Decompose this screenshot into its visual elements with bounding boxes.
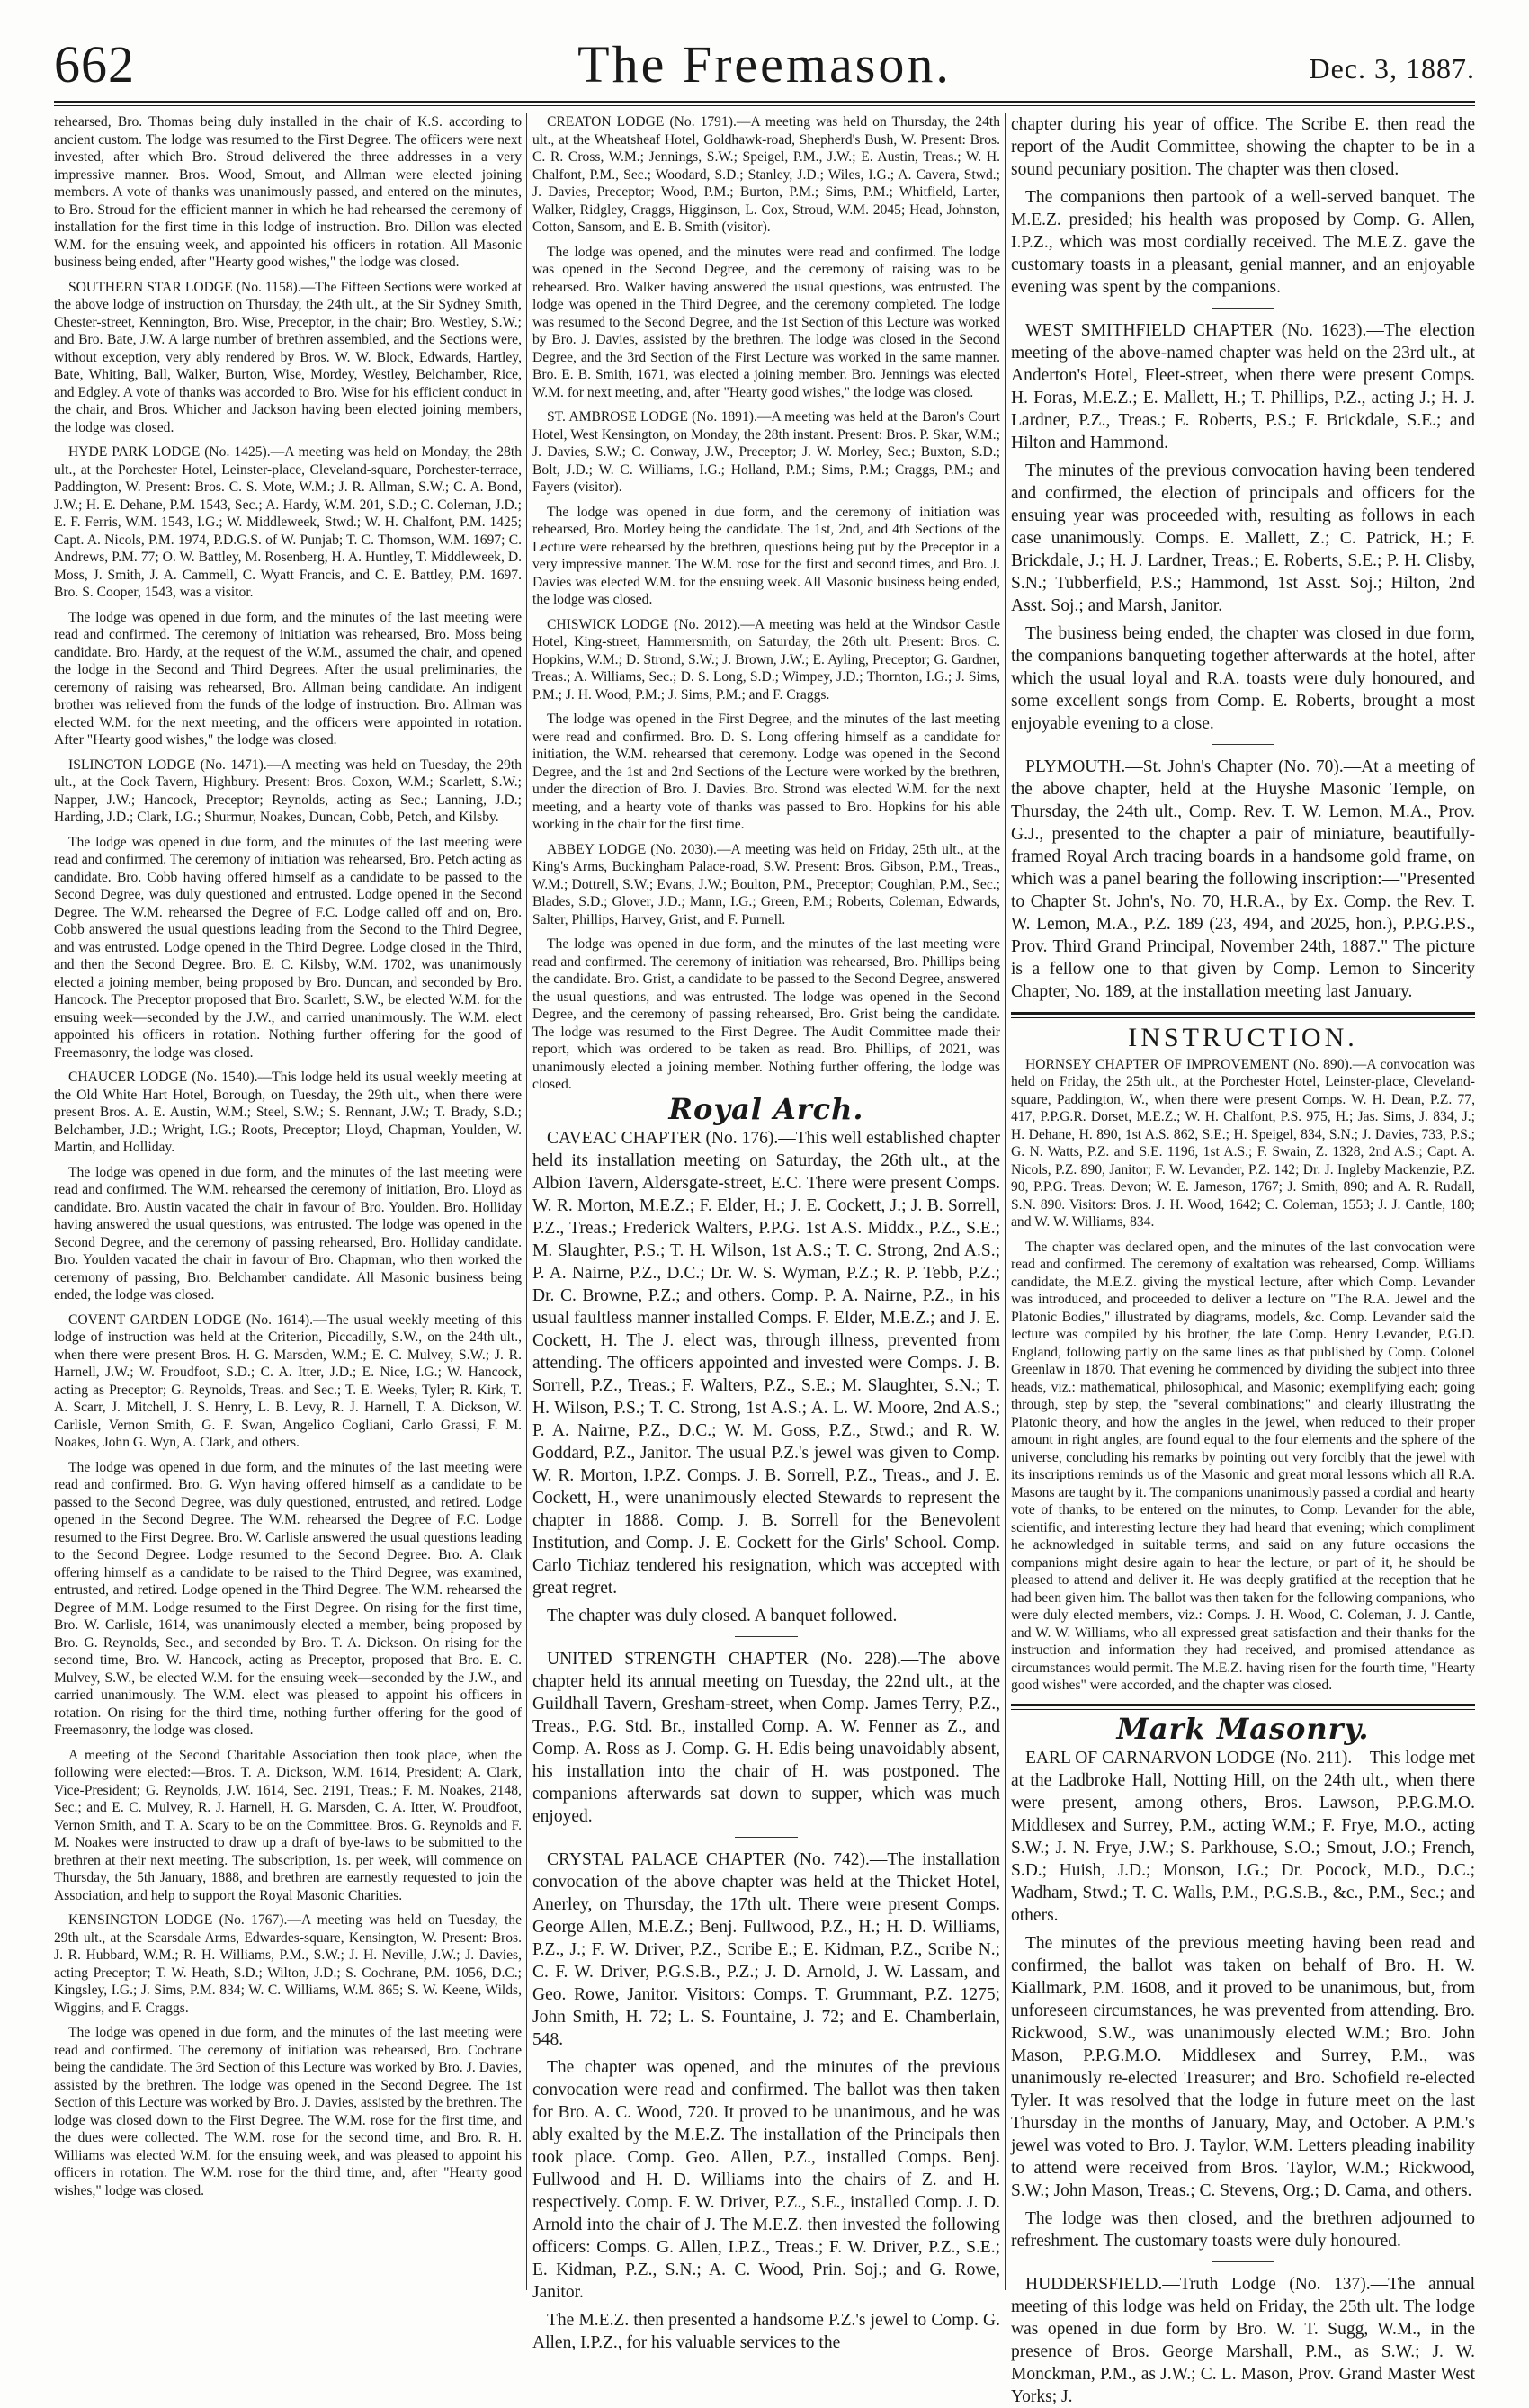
article-paragraph: SOUTHERN STAR LODGE (No. 1158).—The Fifteen Sections were worked at the above lodge of instruction on Thursday, the 24th ult., at the Sir Sydney Smith, Chester-street, Kennington, Bro. Wise, Preceptor, in the chair; Bro. Westley, S.W.; and Bro. Bate, J.W. A large number of brethren assembled, and the Sections were, without exception, very ably rendered by Bros. W. W. Block, Edwards, Hartley, Bate, Whiting, Ball, Walker, Burton, Wise, Mordey, Westley, Belchamber, Rice, and Edgley. A vote of thanks was accorded to Bro. Wise for his efficient conduct in the chair, and Bros. Whicher and Jackson having been elected joining members, the lodge was closed. — [54, 279, 522, 435]
article-paragraph: The lodge was opened in due form, and the minutes of the last meeting were read and confirmed. Bro. G. Wyn having offered himself as a candidate to be passed to the Second Degree, was duly questioned, entrusted, and retired. Lodge opened in the Second Degree. The W.M. rehearsed the Degree of F.C. Lodge resumed to the First Degree. Bro. W. Carlisle answered the usual questions leading to the Second Degree. Lodge resumed to the Second Degree. Bro. A. Clark offering himself as a candidate to be raised to the Third Degree, was examined, entrusted, and retired. Lodge opened in the Third Degree. The W.M. rehearsed the Degree of M.M. Lodge resumed to the First Degree. On rising for the first time, Bro. W. Carlisle, 1614, was unanimously elected a member, being proposed by Bro. G. Reynolds, Sec., and seconded by Bro. T. A. Dickson. On rising for the second time, Bro. W. Hancock, acting as Preceptor, proposed that Bro. E. C. Mulvey, S.W., be elected W.M. for the ensuing week—seconded by the J.W., and carried unanimously. The W.M. elect was pleased to appoint his officers in rotation. On rising for the third time, nothing further offering for the good of Freemasonry, the lodge was closed. — [54, 1459, 522, 1738]
mark-masonry-section — [1011, 1747, 1475, 2408]
article-paragraph: KENSINGTON LODGE (No. 1767).—A meeting was held on Tuesday, the 29th ult., at the Scarsdale Arms, Edwardes-square, Kensington, W. Present: Bros. J. R. Hubbard, W.M.; R. H. Williams, P.M., S.W.; J. H. Neville, J.W.; J. Davies, acting Preceptor; T. W. Heath, S.D.; Wilton, J.D.; S. Cochrane, P.M. 1056, D.C.; Kingsley, I.G.; J. Sims, P.M. 834; W. C. Williams, W.M. 865; S. W. Keene, Wilds, Wiggins, and F. Craggs. — [54, 1912, 522, 2016]
section-heading-royal-arch: Royal Arch. — [668, 1091, 864, 1126]
article-paragraph: ISLINGTON LODGE (No. 1471).—A meeting was held on Tuesday, the 29th ult., at the Cock Tavern, Highbury. Present: Bros. Coxon, W.M.; Scarlett, S.W.; Napper, J.W.; Hancock, Preceptor; Reynolds, acting as Sec.; Lanning, J.D.; Harding, J.D.; Clark, I.G.; Shurmur, Noakes, Duncan, Cobb, Petch, and Kilsby. — [54, 756, 522, 825]
article-paragraph: The lodge was opened in due form, and the minutes of the last meeting were read and confirmed. The ceremony of initiation was rehearsed, Bro. Petch acting as candidate. Bro. Cobb having offered himself as a candidate to be passed to the Second Degree, was duly questioned and entrusted. Lodge opened in the Second Degree. The W.M. rehearsed the Degree of F.C. Lodge called off and on, Bro. Cobb answered the usual questions leading from the Second to the Third Degree, and was entrusted. Lodge opened in the Third Degree. Lodge closed in the Third, and then the Second Degree. Bro. E. C. Kilsby, W.M. 1702, was unanimously elected a joining member, being proposed by Bro. Duncan, and seconded by Bro. Hancock. The Preceptor proposed that Bro. Scarlett, S.W., be elected W.M. for the ensuing week—seconded by the J.W., and carried unanimously. The W.M. elect appointed his officers in rotation. Nothing further offering for the good of Freemasonry, the lodge was closed. — [54, 834, 522, 1061]
section-heading-instruction: INSTRUCTION. — [1128, 1023, 1358, 1052]
article-paragraph: HORNSEY CHAPTER OF IMPROVEMENT (No. 890).—A convocation was held on Friday, the 25th ult., at the Porchester Hotel, Leinster-place, Cleveland-square, Paddington, W., when there were present Comps. W. H. Dean, P.Z. 77, 417, P.P.G.R. Dorset, M.E.Z.; W. H. Chalfont, P.S. 975, H.; Jas. Sims, J. 834, J.; H. Dehane, H. 890, 1st A.S. 862, S.E.; H. Speigel, 834, S.N.; J. Davies, 733, P.S.; G. N. Watts, P.Z. and S.E. 1196, 1st A.S.; F. Swain, Z. 1328, 2nd A.S.; Capt. A. Nicols, P.Z. 890, Janitor; F. W. Levander, P.Z. 142; Dr. J. Ingleby Mackenzie, P.Z. 90, P.P.G. Treas. Devon; W. E. Jameson, 1767; J. Smith, 890; and A. R. Rudall, S.N. 890. Visitors: Bros. J. H. Wood, 1642; C. Coleman, 1553; J. J. Cantle, 180; and W. W. Williams, 834. — [1011, 1056, 1475, 1230]
column-1 — [54, 113, 522, 2290]
column-2 — [532, 113, 1000, 2352]
paper-title: The Freemason. — [577, 35, 952, 94]
article-paragraph: chapter during his year of office. The Scribe E. then read the report of the Audit Committee, showing the chapter to be in a sound pecuniary position. The chapter was then closed. — [1011, 115, 1475, 179]
masthead — [54, 0, 1475, 101]
article-paragraph: The business being ended, the chapter was closed in due form, the companions banqueting together afterwards at the hotel, after which the usual loyal and R.A. toasts were duly honoured, and some excellent songs from Comp. E. Roberts, brought a most enjoyable evening to a close. — [1011, 624, 1475, 733]
article-divider — [735, 1837, 798, 1838]
article-paragraph: EARL OF CARNARVON LODGE (No. 211).—This lodge met at the Ladbroke Hall, Notting Hill, on the 24th ult., when there were present, among others, Bros. Lawson, P.P.G.M.O. Middlesex and Surrey, P.M., acting W.M.; F. Frye, M.O., acting S.W.; J. N. Frye, J.W.; S. Parkhouse, S.O.; Smout, J.O.; French, S.D.; Huish, J.D.; Monson, I.G.; Dr. Pocock, M.D., D.C.; Wadham, Stwd.; T. C. Walls, P.M., P.G.S.B., &c., P.M., Sec.; and others. — [1011, 1749, 1475, 1925]
article-paragraph: The chapter was opened, and the minutes of the previous convocation were read and confirmed. The ballot was then taken for Bro. A. C. Wood, 720. It proved to be unanimous, and he was ably exalted by the M.E.Z. The installation of the Principals then took place. Comp. Geo. Allen, P.Z., installed Comps. Benj. Fullwood and H. D. Williams into the chairs of Z. and H. respectively. Comp. F. W. Driver, P.Z., S.E., installed Comp. J. D. Arnold into the chair of J. The M.E.Z. then invested the following officers: Comps. G. Allen, I.P.Z., Treas.; F. W. Driver, P.Z., S.E.; E. Kidman, P.Z., S.N.; A. C. Wood, Prin. Soj.; and G. Rowe, Janitor. — [532, 2058, 1000, 2302]
article-paragraph: CREATON LODGE (No. 1791).—A meeting was held on Thursday, the 24th ult., at the Wheatsheaf Hotel, Goldhawk-road, Shepherd's Bush, W. Present: Bros. C. R. Cross, W.M.; Jennings, S.W.; Speigel, P.M., J.W.; E. Austin, Treas.; W. H. Chalfont, P.M., Sec.; Woodard, S.D.; Stanley, J.D.; Wiles, I.G.; A. Cavera, Stwd.; J. Davies, Preceptor; Wood, P.M.; Burton, P.M.; Sims, P.M.; Whitfield, Larter, Walker, Ridgley, Craggs, Higginson, L. Cox, Stroud, W.M. 2045; Head, Johnston, Cotton, Sansom, and E. B. Smith (visitor). — [532, 114, 1000, 235]
article-divider — [1212, 308, 1274, 309]
article-paragraph: rehearsed, Bro. Thomas being duly installed in the chair of K.S. according to ancient custom. The lodge was resumed to the First Degree. The officers were next invested, after which Bro. Stroud delivered the three addresses in a very impressive manner. Bros. Wood, Smout, and Allman were elected joining members. A vote of thanks was unanimously passed, and entered on the minutes, to Bro. Stroud for the efficient manner in which he had rehearsed the ceremony of installation for the first time in this lodge of instruction. Bro. Dillon was elected W.M. for the ensuing week, and appointed his officers in rotation. All Masonic business being ended, after "Hearty good wishes," the lodge was closed. — [54, 114, 522, 270]
article-paragraph: The lodge was opened, and the minutes were read and confirmed. The lodge was opened in the Second Degree, and the ceremony of raising was to be rehearsed. Bro. Walker having answered the usual questions, was entrusted. The lodge was opened in the Third Degree, and the ceremony completed. The lodge was resumed to the Second Degree, and the 1st Section of this Lecture was worked by Bro. J. Davies, assisted by the brethren. The lodge was closed in the Second Degree, and the 3rd Section of the First Lecture was worked in the same manner. Bro. E. B. Smith, 1671, was elected a joining member. Bro. Jennings was elected W.M. for next meeting, and, after "Hearty good wishes," the lodge was closed. — [532, 244, 1000, 400]
article-paragraph: The chapter was duly closed. A banquet followed. — [547, 1607, 898, 1625]
article-paragraph: The lodge was then closed, and the brethren adjourned to refreshment. The customary toasts were duly honoured. — [1011, 2209, 1475, 2251]
article-paragraph: The lodge was opened in the First Degree, and the minutes of the last meeting were read and confirmed. Bro. D. S. Long offering himself as a candidate for initiation, the W.M. rehearsed that ceremony. Lodge was opened in the Second Degree, and the 1st and 2nd Sections of the Lecture were worked by the brethren, under the direction of Bro. J. Davies. Bro. Strond was elected W.M. for the next meeting, and a hearty vote of thanks was passed to Bro. Hopkins for his able working in the chair for the first time. — [532, 712, 1000, 832]
article-paragraph: The lodge was opened in due form, and the minutes of the last meeting were read and confirmed. The ceremony of initiation was rehearsed, Bro. Moss being candidate. Bro. Hardy, at the request of the W.M., assumed the chair, and opened the lodge in the Second and Third Degrees. After the usual preliminaries, the ceremony of raising was rehearsed, Bro. Allman being candidate. An indigent brother was relieved from the funds of the lodge of instruction. Bro. Allman was elected W.M. for the next meeting, and the officers were appointed in rotation. After "Hearty good wishes," the lodge was closed. — [54, 609, 522, 747]
article-paragraph: COVENT GARDEN LODGE (No. 1614).—The usual weekly meeting of this lodge of instruction was held at the Criterion, Piccadilly, S.W., on the 24th ult., when there were present Bros. H. G. Marsden, W.M.; E. C. Mulvey, S.W.; J. R. Harnell, J.W.; W. Froudfoot, S.D.; C. A. Itter, J.D.; E. Nice, I.G.; W. Hancock, acting as Preceptor; G. Reynolds, Treas. and Sec.; T. E. Weeks, Tyler; R. Kirk, T. A. Scarr, J. Mitchell, J. S. Henry, L. B. Levy, R. J. Harnell, T. A. Dickson, W. Carlisle, Vernon Smith, G. F. Swan, Angelico Cogliani, Carlo Grassi, F. M. Noakes, John G. Wyn, A. Clark, and others. — [54, 1311, 522, 1450]
article-paragraph: ABBEY LODGE (No. 2030).—A meeting was held on Friday, 25th ult., at the King's Arms, Buckingham Palace-road, S.W. Present: Bros. Gibson, P.M., Treas., W.M.; Dottrell, S.W.; Evans, J.W.; Boulton, P.M., Preceptor; Coughlan, P.M., Sec.; Blades, S.D.; Glover, J.D.; Mann, I.G.; Green, P.M.; Roberts, Coleman, Edwards, Salter, Phillips, Harvey, Grist, and F. Purnell. — [532, 841, 1000, 927]
column-3 — [1011, 113, 1475, 2406]
article-paragraph: The M.E.Z. then presented a handsome P.Z.'s jewel to Comp. G. Allen, I.P.Z., for his valuable services to the — [532, 2311, 1000, 2352]
masthead-rule — [54, 101, 1475, 103]
royal-arch-section — [532, 1127, 1000, 2354]
masthead-rule-thin — [54, 105, 1475, 106]
column-divider — [1005, 113, 1006, 2290]
article-paragraph: A meeting of the Second Charitable Association then took place, when the following were elected:—Bros. T. A. Dickson, W.M. 1614, President; A. Clark, Vice-President; G. Reynolds, J.W. 1614, Sec. 2191, Treas.; F. M. Noakes, 2148, Sec.; and E. C. Mulvey, R. J. Harnell, H. G. Marsden, C. A. Itter, W. Proudfoot, Vernon Smith, and T. A. Scary to be on the Committee. Bros. G. Reynolds and F. M. Noakes were instructed to draw up a draft of bye-laws to be submitted to the brethren at their next meeting. The subscription, 1s. per week, will commence on Thursday, the 5th January, 1888, and brethren are earnestly requested to join the Association, and help to support the Royal Masonic Charities. — [54, 1747, 522, 1903]
article-paragraph: The lodge was opened in due form, and the minutes of the last meeting were read and confirmed. The ceremony of initiation was rehearsed, Bro. Phillips being the candidate. Bro. Grist, a candidate to be passed to the Second Degree, answered the usual questions, and was entrusted. The lodge was opened in the Second Degree, and the ceremony of passing rehearsed, Bro. Grist being the candidate. The lodge was resumed to the First Degree. The Audit Committee made their report, which was ordered to be taken as read. Bro. Phillips, of 2021, was unanimously elected a joining member. Nothing further offering, the lodge was closed. — [532, 936, 1000, 1092]
column-divider — [526, 113, 527, 2290]
article-paragraph: PLYMOUTH.—St. John's Chapter (No. 70).—At a meeting of the above chapter, held at the Huyshe Masonic Temple, on Thursday, the 24th ult., Comp. Rev. T. W. Lemon, M.A., Prov. G.J., presented to the chapter a pair of miniature, beautifully-framed Royal Arch tracing boards in a handsome gold frame, on which was a panel bearing the following inscription:—"Presented to Chapter St. John's, No. 70, H.R.A., by Ex. Comp. the Rev. T. W. Lemon, M.A., P.Z. 189 (23, 494, and 2025, hon.), P.P.G.P.S., Prov. Third Grand Principal, November 24th, 1887." The picture is a fellow one to that given by Comp. Lemon to Sincerity Chapter, No. 189, at the installation meeting last January. — [1011, 757, 1475, 1001]
article-paragraph: HUDDERSFIELD.—Truth Lodge (No. 137).—The annual meeting of this lodge was held on Friday, the 25th ult. The lodge was opened in due form by Bro. W. T. Sugg, W.M., in the presence of Bros. George Marshall, P.M., as S.W.; J. W. Monckman, P.M., as J.W.; C. L. Mason, Prov. Grand Master West Yorks; J. — [1011, 2275, 1475, 2406]
section-rule — [1011, 1012, 1475, 1018]
article-paragraph: UNITED STRENGTH CHAPTER (No. 228).—The above chapter held its annual meeting on Tuesday, the 22nd ult., at the Guildhall Tavern, Gresham-street, when Comp. James Terry, P.Z., Treas., P.G. Std. Br., installed Comp. A. W. Fenner as Z., and Comp. A. Ross as J. Comp. G. H. Edis being unavoidably absent, his installation into the chair of H. was postponed. The companions afterwards sat down to supper, which was much enjoyed. — [532, 1650, 1000, 1826]
article-paragraph: The companions then partook of a well-served banquet. The M.E.Z. presided; his health was proposed by Comp. G. Allen, I.P.Z., which was most cordially received. The M.E.Z. gave the customary toasts in a pleasant, genial manner, and an enjoyable evening was spent by the companions. — [1011, 188, 1475, 297]
column-3-top — [1011, 113, 1475, 1003]
article-divider — [735, 1636, 798, 1637]
article-paragraph: The minutes of the previous convocation having been tendered and confirmed, the election of principals and officers for the ensuing year was proceeded with, resulting as follows in each case unanimously. Comps. E. Mallett, Z.; C. Patrick, H.; F. Brickdale, J.; H. J. Lardner, Treas.; E. Roberts, S.E.; P. H. Clisby, S.N.; Tubberfield, P.S.; Hammond, 1st Asst. Soj.; Hilton, 2nd Asst. Soj.; and Marsh, Janitor. — [1011, 461, 1475, 615]
section-rule — [1011, 1704, 1475, 1710]
article-paragraph: CAVEAC CHAPTER (No. 176).—This well established chapter held its installation meeting on Saturday, the 26th ult., at the Albion Tavern, Aldersgate-street, E.C. There were present Comps. W. R. Morton, M.E.Z.; F. Elder, H.; J. E. Cockett, J.; J. B. Sorrell, P.Z., Treas.; Frederick Walters, P.P.G. 1st A.S. Middx., P.Z., S.E.; M. Slaughter, P.S.; T. H. Wilson, 1st A.S.; T. C. Strong, 2nd A.S.; P. A. Nairne, P.Z., D.C.; Dr. W. S. Wyman, P.Z.; R. P. Tebb, P.Z.; Dr. C. Browne, P.Z.; and others. Comp. P. A. Nairne, P.Z., in his usual faultless manner installed Comps. F. Elder, M.E.Z.; and J. E. Cockett, H. The J. elect was, through illness, prevented from attending. The officers appointed and invested were Comps. J. B. Sorrell, P.Z., Treas.; F. Walters, P.Z., S.E.; M. Slaughter, S.N.; T. H. Wilson, P.S.; T. C. Strong, 1st A.S.; A. L. W. Moore, 2nd A.S.; P. A. Nairne, P.Z., D.C.; W. M. Goss, P.Z., Stwd.; and R. W. Goddard, P.Z., Janitor. The usual P.Z.'s jewel was given to Comp. W. R. Morton, I.P.Z. Comps. J. B. Sorrell, P.Z., Treas., and J. E. Cockett, H., were unanimously elected Stewards to represent the chapter in 1888. Comp. J. B. Sorrell for the Benevolent Institution, and Comp. J. E. Cockett for the Girls' School. Comp. Carlo Tichiaz tendered his resignation, which was accepted with great regret. — [532, 1129, 1000, 1598]
article-paragraph: CHISWICK LODGE (No. 2012).—A meeting was held at the Windsor Castle Hotel, King-street, Hammersmith, on Saturday, the 26th ult. Present: Bros. C. Hopkins, W.M.; D. Strond, S.W.; J. Brown, J.W.; E. Ayling, Preceptor; G. Gardner, Treas.; A. Williams, Sec.; D. S. Long, S.D.; Wimpey, J.D.; Thornton, I.G.; J. Sims, P.M.; J. H. Wood, P.M.; J. Sims, P.M.; and F. Craggs. — [532, 616, 1000, 703]
article-divider — [1212, 744, 1274, 745]
article-divider — [1212, 2261, 1274, 2262]
article-paragraph: The lodge was opened in due form, and the minutes of the last meeting were read and confirmed. The W.M. rehearsed the ceremony of initiation, Bro. Lloyd as candidate. Bro. Austin vacated the chair in favour of Bro. Youlden. Bro. Holliday having answered the usual questions, was entrusted. The lodge was opened in the Second Degree, and the ceremony of passing rehearsed, Bro. Holliday candidate. Bro. Youlden vacated the chair in favour of Bro. Chapman, who then worked the ceremony of passing, Bro. Belchamber candidate. All Masonic business being ended, the lodge was closed. — [54, 1164, 522, 1302]
section-heading-mark-masonry: Mark Masonry. — [1116, 1711, 1370, 1746]
page-number: 662 — [54, 35, 135, 94]
article-paragraph: ST. AMBROSE LODGE (No. 1891).—A meeting was held at the Baron's Court Hotel, West Kensington, on Monday, the 28th instant. Present: Bros. P. Skar, W.M.; J. Davies, S.W.; C. Conway, J.W., Preceptor; J. W. Morley, Sec.; Buxton, S.D.; Bolt, J.D.; W. C. Williams, I.G.; Holland, P.M.; Sims, P.M.; Craggs, P.M.; and Fayers (visitor). — [532, 409, 1000, 495]
article-paragraph: HYDE PARK LODGE (No. 1425).—A meeting was held on Monday, the 28th ult., at the Porchester Hotel, Leinster-place, Cleveland-square, Porchester-terrace, Paddington, W. Present: Bros. C. S. Mote, W.M.; J. R. Allman, S.W.; C. A. Bond, J.W.; H. E. Dehane, P.M. 1543, Sec.; A. Hardy, W.M. 201, S.D.; C. Coleman, J.D.; E. F. Ferris, W.M. 1543, I.G.; W. Middleweek, Stwd.; W. H. Chalfont, P.M. 1425; Capt. A. Nicols, P.M. 1974, P.D.G.S. of W. Punjab; T. C. Thomson, W.M. 1697; C. Andrews, P.M. 77; O. W. Battley, M. Rosenberg, H. A. Huntley, T. Middleweek, D. Moss, J. Smith, J. A. Cammell, C. Wyatt Francis, and C. E. Battley, P.M. 1697. Bro. S. Cooper, 1543, was a visitor. — [54, 444, 522, 600]
article-paragraph: WEST SMITHFIELD CHAPTER (No. 1623).—The election meeting of the above-named chapter was held on the 23rd ult., at Anderton's Hotel, Fleet-street, when there were present Comps. H. Foras, M.E.Z.; E. Mallett, H.; T. Phillips, P.Z., acting J.; H. J. Lardner, P.Z., Treas.; E. Roberts, P.S.; F. Brickdale, S.E.; and Hilton and Hammond. — [1011, 321, 1475, 452]
article-paragraph: CRYSTAL PALACE CHAPTER (No. 742).—The installation convocation of the above chapter was held at the Thicket Hotel, Anerley, on Thursday, the 17th ult. There were present Comps. George Allen, M.E.Z.; Benj. Fullwood, P.Z., H.; H. D. Williams, P.Z., J.; F. W. Driver, P.Z., Scribe E.; E. Kidman, P.Z., Scribe N.; C. F. W. Driver, P.G.S.B., P.Z.; J. D. Arnold, J. W. Lassam, and Geo. Rowe, Janitor. Visitors: Comps. T. Grummant, P.Z. 1275; John Smith, H. 72; L. S. Fountaine, J. 72; and E. Chamberlain, 548. — [532, 1850, 1000, 2049]
article-paragraph: The lodge was opened in due form, and the minutes of the last meeting were read and confirmed. The ceremony of initiation was rehearsed, Bro. Cochrane being the candidate. The 3rd Section of this Lecture was worked by Bro. J. Davies, assisted by the brethren. The lodge was opened in the Second Degree. The 1st Section of this Lecture was worked by Bro. J. Davies, assisted by the brethren. The lodge was closed down to the First Degree. The W.M. rose for the first time, and the dues were collected. The W.M. rose for the second time, and Bro. R. H. Williams was elected W.M. for the ensuing week, and was pleased to appoint his officers in rotation. The W.M. rose for the third time, and, after "Hearty good wishes," lodge was closed. — [54, 2025, 522, 2198]
article-paragraph: The minutes of the previous meeting having been read and confirmed, the ballot was taken on behalf of Bro. H. W. Kiallmark, P.M. 1608, and it proved to be unanimous, but, from unforeseen circumstances, he was prevented from attending. Bro. Rickwood, S.W., was unanimously elected W.M.; Bro. John Mason, P.P.G.M.O. Middlesex and Surrey, P.M., was unanimously re-elected Treasurer; and Bro. Schofield re-elected Tyler. It was resolved that the lodge in future meet on the last Thursday in the months of January, May, and October. A P.M.'s jewel was voted to Bro. J. Taylor, W.M. Letters pleading inability to attend were received from Bros. Taylor, W.M.; Rickwood, S.W.; John Mason, Treas.; C. Stevens, Org.; D. Cama, and others. — [1011, 1934, 1475, 2200]
article-paragraph: The chapter was declared open, and the minutes of the last convocation were read and confirmed. The ceremony of exaltation was rehearsed, Comp. Williams candidate, the M.E.Z. giving the mystical lecture, after which Comp. Levander was introduced, and proceeded to deliver a lecture on "The R.A. Jewel and the Platonic Bodies," illustrated by diagrams, models, &c. Comp. Levander said the lecture was compiled by his brother, the late Comp. Henry Levander, P.G.D. England, following partly on the same lines as that published by Comp. Colonel Greenlaw in 1870. That evening he commenced by dividing the subject into three heads, viz.: mathematical, philosophical, and Masonic; exemplifying each; going through, step by step, the "several combinations;" and clearly illustrating the Platonic theory, and how the angles in the jewel, when reduced to their proper amount in right angles, are found equal to the four elements and the sphere of the universe, concluding his remarks by pointing out very forcibly that the jewel with its inscriptions reminds us of the Masonic and great moral lessons which all R.A. Masons are taught by it. The companions unanimously passed a cordial and hearty vote of thanks, to be entered on the minutes, to Comp. Levander for the able, scientific, and interesting lecture they had heard that evening; which compliment he acknowledged in suitable terms, and said on any future occasions the companions might desire again to hear the lecture, or part of it, he should be pleased to attend and deliver it. He was deeply gratified at the reception that he had been given him. The ballot was then taken for the following companions, who were duly elected members, viz.: Comps. J. H. Wood, C. Coleman, J. J. Cantle, and W. W. Williams, who all expressed great satisfaction and their thanks for the instruction and information they had received, and promised attendance as circumstances would permit. The M.E.Z. having risen for the fourth time, "Hearty good wishes" were accorded, and the chapter was closed. — [1011, 1239, 1475, 1693]
article-paragraph: CHAUCER LODGE (No. 1540).—This lodge held its usual weekly meeting at the Old White Hart Hotel, Borough, on Tuesday, the 29th ult., when there were present Bros. A. E. Austin, W.M.; Steel, S.W.; S. Rennant, J.W.; T. Brady, S.D.; Belchamber, J.D.; Wright, I.G.; Roots, Preceptor; Lloyd, Chapman, Youlden, W. Martin, and Holliday. — [54, 1070, 522, 1155]
issue-date: Dec. 3, 1887. — [1309, 52, 1475, 85]
article-paragraph: The lodge was opened in due form, and the ceremony of initiation was rehearsed, Bro. Morley being the candidate. The 1st, 2nd, and 4th Sections of the Lecture were rehearsed by the brethren, questions being put by the Preceptor in a very impressive manner. The W.M. rose for the first and second times, and Bro. J. Davies was elected W.M. for the ensuing week. All Masonic business being ended, the lodge was closed. — [532, 504, 1000, 607]
